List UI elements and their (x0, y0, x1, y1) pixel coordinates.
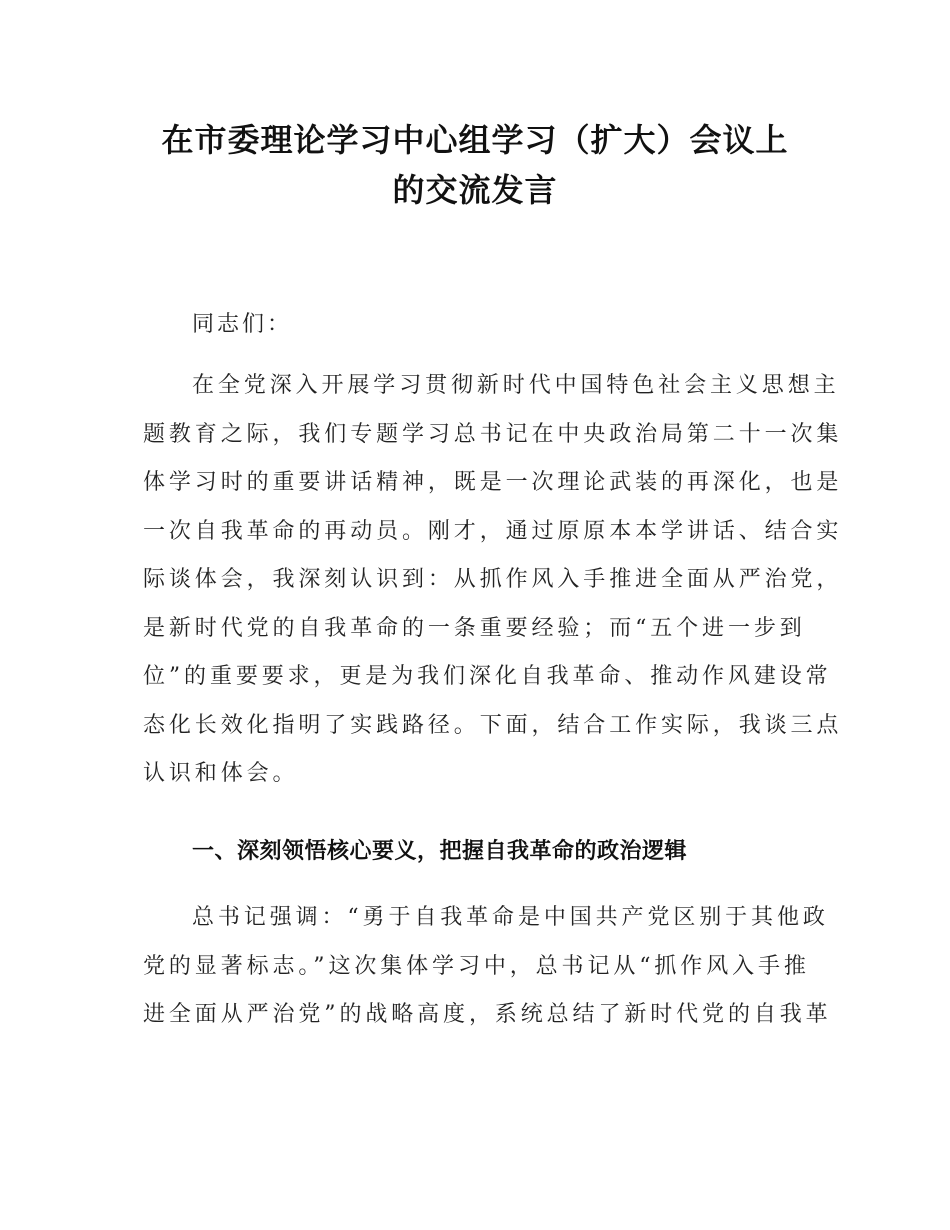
paragraph-line: 党的显著标志。”这次集体学习中，总书记从“抓作风入手推 (143, 953, 810, 979)
paragraph-line: 在全党深入开展学习贯彻新时代中国特色社会主义思想主 (192, 373, 840, 398)
paragraph-line: 进全面从严治党”的战略高度，系统总结了新时代党的自我革 (143, 1002, 832, 1027)
document-title (100, 115, 850, 215)
paragraph-line: 际谈体会，我深刻认识到：从抓作风入手推进全面从严治党， (143, 567, 843, 592)
paragraph-intro (143, 362, 843, 799)
paragraph-line: 题教育之际，我们专题学习总书记在中央政治局第二十一次集 (143, 421, 843, 447)
salutation: 同志们： (192, 312, 293, 337)
paragraph-line: 态化长效化指明了实践路径。下面，结合工作实际，我谈三点 (143, 712, 843, 738)
paragraph-section-1 (143, 894, 832, 1040)
title-line-1: 在市委理论学习中心组学习（扩大）会议上 (161, 121, 789, 159)
paragraph-line: 总书记强调：“勇于自我革命是中国共产党区别于其他政 (192, 905, 829, 930)
paragraph-line: 一次自我革命的再动员。刚才，通过原原本本学讲话、结合实 (143, 518, 843, 544)
paragraph-line: 位”的重要要求，更是为我们深化自我革命、推动作风建设常 (143, 664, 832, 689)
title-line-2: 的交流发言 (392, 171, 558, 209)
paragraph-line: 是新时代党的自我革命的一条重要经验；而“五个进一步到 (143, 615, 806, 641)
section-heading-1: 一、深刻领悟核心要义，把握自我革命的政治逻辑 (192, 839, 688, 864)
paragraph-line: 认识和体会。 (143, 761, 299, 786)
paragraph-line: 体学习时的重要讲话精神，既是一次理论武装的再深化，也是 (143, 470, 843, 495)
